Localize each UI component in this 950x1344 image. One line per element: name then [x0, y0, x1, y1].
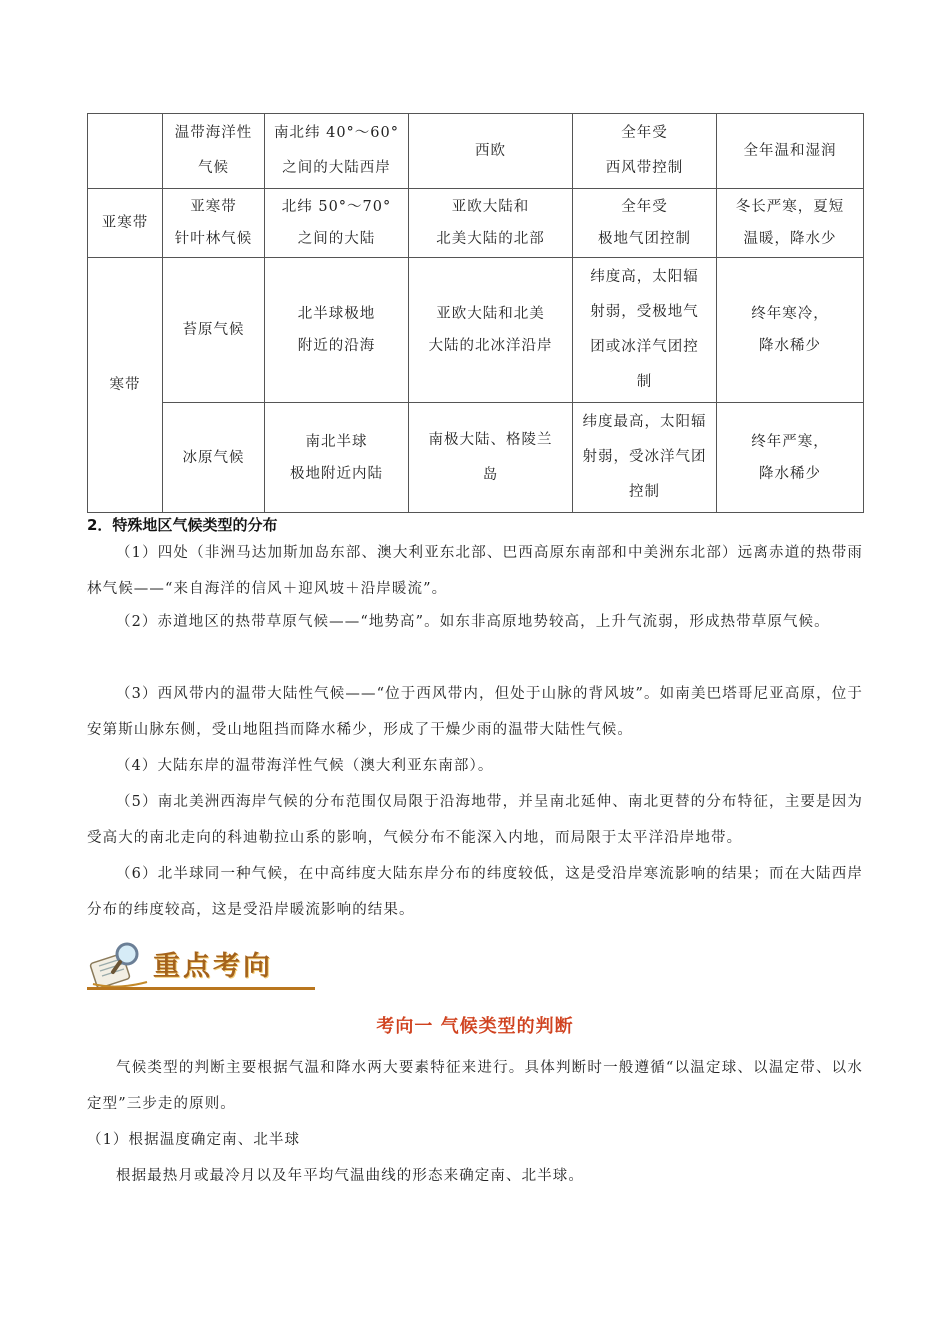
table-row-ice-cap: [88, 403, 864, 513]
latitude-cell: 北半球极地 附近的沿海: [265, 258, 409, 403]
climate-table: [87, 113, 864, 513]
topic-intro: 气候类型的判断主要根据气温和降水两大要素特征来进行。具体判断时一般遵循“以温定球、以温定带、以水定型”三步走的原则。: [87, 1060, 863, 1112]
paragraph-item-2: （2）赤道地区的热带草原气候——“地势高”。如东非高原地势较高，上升气流弱，形成热带草原气候。: [116, 614, 830, 630]
key-points-banner: [87, 940, 317, 992]
zone-cell: 亚寒带: [88, 189, 163, 258]
cause-cell: 全年受 极地气团控制: [573, 189, 717, 258]
latitude-cell: 南北纬 40°～60° 之间的大陆西岸: [265, 114, 409, 189]
feature-cell: 冬长严寒，夏短 温暖，降水少: [717, 189, 864, 258]
notebook-magnifier-icon: [87, 940, 153, 990]
banner-underline: [87, 987, 315, 990]
feature-cell: 终年寒冷， 降水稀少: [717, 258, 864, 403]
paragraph-item-3: （3）西风带内的温带大陆性气候——“位于西风带内，但处于山脉的背风坡”。如南美巴塔哥尼亚高原，位于安第斯山脉东侧，受山地阻挡而降水稀少，形成了干燥少雨的温带大陆性气候。: [87, 686, 863, 738]
table-row-temperate-maritime: [88, 114, 864, 189]
section-title: 2．特殊地区气候类型的分布: [87, 516, 278, 534]
cause-cell: 纬度最高，太阳辐 射弱，受冰洋气团 控制: [573, 403, 717, 513]
cause-cell: 全年受 西风带控制: [573, 114, 717, 189]
paragraph-item-6: （6）北半球同一种气候，在中高纬度大陆东岸分布的纬度较低，这是受沿岸寒流影响的结果；而在大陆西岸分布的纬度较高，这是受沿岸暖流影响的结果。: [87, 866, 863, 918]
paragraph-item-1: （1）四处（非洲马达加斯加岛东部、澳大利亚东北部、巴西高原东南部和中美洲东北部）远离赤道的热带雨林气候——“来自海洋的信风＋迎风坡＋沿岸暖流”。: [87, 545, 863, 597]
climate-cell: 温带海洋性 气候: [163, 114, 265, 189]
step1-text: 根据最热月或最冷月以及年平均气温曲线的形态来确定南、北半球。: [116, 1168, 584, 1184]
latitude-cell: 北纬 50°～70° 之间的大陆: [265, 189, 409, 258]
region-cell: 亚欧大陆和 北美大陆的北部: [409, 189, 573, 258]
feature-cell: 终年严寒， 降水稀少: [717, 403, 864, 513]
table-row-subarctic: [88, 189, 864, 258]
region-cell: 西欧: [409, 114, 573, 189]
feature-cell: 全年温和湿润: [717, 114, 864, 189]
climate-cell: 亚寒带 针叶林气候: [163, 189, 265, 258]
climate-cell: 苔原气候: [163, 258, 265, 403]
region-cell: 南极大陆、格陵兰 岛: [409, 403, 573, 513]
step1-title: （1）根据温度确定南、北半球: [87, 1132, 301, 1148]
paragraph-item-5: （5）南北美洲西海岸气候的分布范围仅局限于沿海地带，并呈南北延伸、南北更替的分布特征，主要是因为受高大的南北走向的科迪勒拉山系的影响，气候分布不能深入内地，而局限于太平洋沿岸地带。: [87, 794, 863, 846]
latitude-cell: 南北半球 极地附近内陆: [265, 403, 409, 513]
banner-label: 重点考向: [153, 951, 273, 982]
zone-cell: 寒带: [88, 258, 163, 513]
table-row-tundra: [88, 258, 864, 403]
paragraph-item-4: （4）大陆东岸的温带海洋性气候（澳大利亚东南部）。: [116, 758, 494, 774]
cause-cell: 纬度高，太阳辐 射弱，受极地气 团或冰洋气团控 制: [573, 258, 717, 403]
topic-title: 考向一 气候类型的判断: [376, 1016, 574, 1037]
zone-cell: [88, 114, 163, 189]
region-cell: 亚欧大陆和北美 大陆的北冰洋沿岸: [409, 258, 573, 403]
climate-cell: 冰原气候: [163, 403, 265, 513]
